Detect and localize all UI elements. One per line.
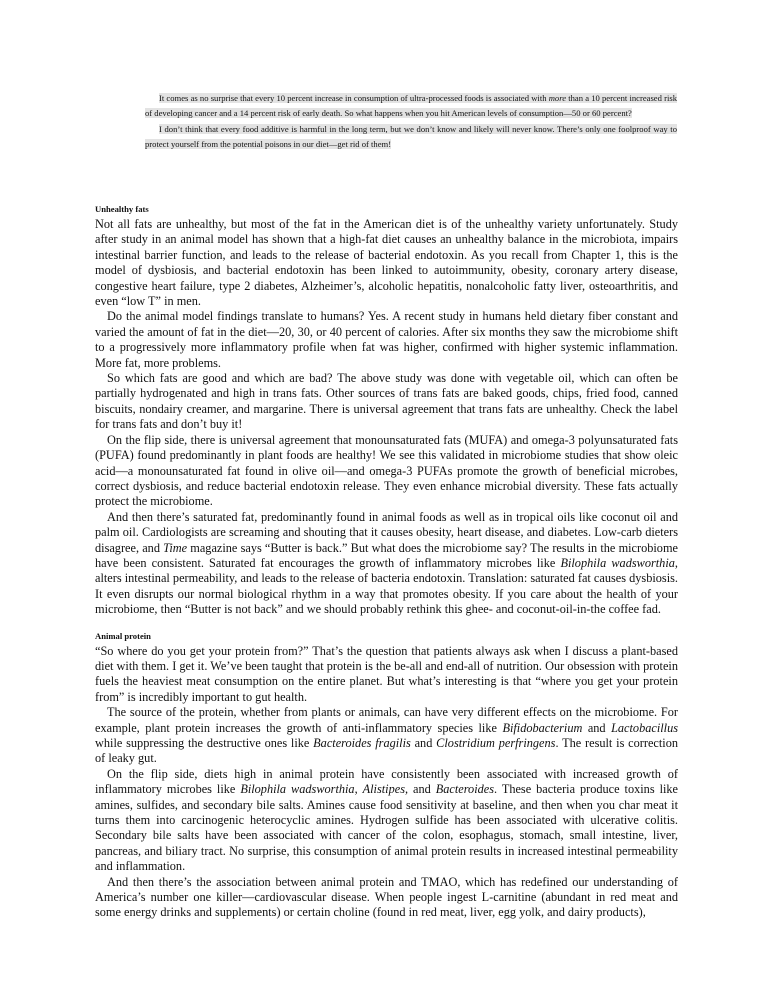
paragraph: And then there’s the association between animal protein and TMAO, which has redefined our understanding of America’s number one killer—cardiovascular disease. When people ingest L-carnitine (abundant in red meat and some energy drinks and supplements) or certain choline (found in red meat, liver, egg yolk, and dairy products), (95, 874, 678, 920)
paragraph: The source of the protein, whether from plants or animals, can have very different effects on the microbiome. For example, plant protein increases the growth of anti-inflammatory species like Bifidobacterium and Lactobacillus while suppressing the destructive ones like Bacteroides fragilis and Clostridium perfringens. The result is correction of leaky gut. (95, 705, 679, 766)
highlight: It comes as no surprise that every 10 percent increase in consumption of ultra-processed foods is associated with more than a 10 percent increased risk of developing cancer and a 14 percent risk of early death. So what happens when you hit American levels of consumption—50 or 60 percent? (145, 93, 677, 119)
paragraph: So which fats are good and which are bad? The above study was done with vegetable oil, which can often be partially hydrogenated and high in trans fats. Other sources of trans fats are baked goods, chips, fried food, canned biscuits, nondairy creamer, and margarine. There is universal agreement that trans fats are unhealthy. Check the label for trans fats and don’t buy it! (95, 371, 678, 432)
section-heading-unhealthy-fats: Unhealthy fats (95, 204, 149, 214)
quote-paragraph-1 (145, 91, 677, 122)
main-text (95, 203, 678, 921)
paragraph: Do the animal model findings translate to humans? Yes. A recent study in humans held dietary fiber constant and varied the amount of fat in the diet—20, 30, or 40 percent of calories. After six months they saw the microbiome shift to a progressively more inflammatory profile when fat was higher, confirmed with higher systemic inflammation. More fat, more problems. (95, 309, 678, 370)
paragraph: “So where do you get your protein from?” That’s the question that patients always ask when I discuss a plant-based diet with them. I get it. We’ve been taught that protein is the be-all and end-all of nutrition. Our obsession with protein fuels the heaviest meat consumption on the entire planet. But what’s interesting is that “where you get your protein from” is incredibly important to gut health. (95, 643, 678, 704)
paragraph: On the flip side, diets high in animal protein have consistently been associated with increased growth of inflammatory microbes like Bilophila wadsworthia, Alistipes, and Bacteroides. These bacteria produce toxins like amines, sulfides, and secondary bile salts. Amines cause food sensitivity at baseline, and then when you char meat it turns them into carcinogenic heterocyclic amines. Hydrogen sulfide has been associated with ulcerative colitis. Secondary bile salts have been associated with cancer of the colon, esophagus, stomach, small intestine, liver, pancreas, and biliary tract. No surprise, this consumption of animal protein results in increased intestinal permeability and inflammation. (95, 766, 679, 874)
block-quote (145, 91, 677, 152)
paragraph: On the flip side, there is universal agreement that monounsaturated fats (MUFA) and omega-3 polyunsaturated fats (PUFA) found predominantly in plant foods are healthy! We see this validated in microbiome studies that show oleic acid—a monounsaturated fat found in olive oil—and omega-3 PUFAs promote the growth of beneficial microbes, correct dysbiosis, and reduce bacterial endotoxin release. They even enhance microbial diversity. These fats actually protect the microbiome. (95, 432, 678, 509)
quote-paragraph-2 (145, 122, 677, 153)
section-heading-animal-protein: Animal protein (95, 630, 151, 641)
highlight: I don’t think that every food additive is harmful in the long term, but we don’t know and likely will never know. There’s only one foolproof way to protect yourself from the potential poisons in our diet—get rid of them! (145, 123, 677, 149)
paragraph: And then there’s saturated fat, predominantly found in animal foods as well as in tropical oils like coconut oil and palm oil. Cardiologists are screaming and shouting that it causes obesity, heart disease, and diabetes. Low-carb dieters disagree, and Time magazine says “Butter is back.” But what does the microbiome say? The results in the microbiome have been consistent. Saturated fat encourages the growth of inflammatory microbes like Bilophila wadsworthia, alters intestinal permeability, and leads to the release of bacteria endotoxin. Translation: saturated fat causes dysbiosis. It even disrupts our normal biological rhythm in a way that promotes obesity. If you care about the health of your microbiome, then “Butter is not back” and we should probably rethink this ghee- and coconut-oil-in-the coffee fad. (95, 509, 678, 617)
paragraph: Not all fats are unhealthy, but most of the fat in the American diet is of the unhealthy variety unfortunately. Study after study in an animal model has shown that a high-fat diet causes an unhealthy balance in the microbiota, impairs intestinal barrier function, and leads to the release of bacterial endotoxin. As you recall from Chapter 1, this is the model of dysbiosis, and bacterial endotoxin has been linked to autoimmunity, obesity, coronary artery disease, congestive heart failure, type 2 diabetes, Alzheimer’s, alcoholic hepatitis, nonalcoholic fatty liver, osteoarthritis, and even “low T” in men. (95, 217, 678, 309)
